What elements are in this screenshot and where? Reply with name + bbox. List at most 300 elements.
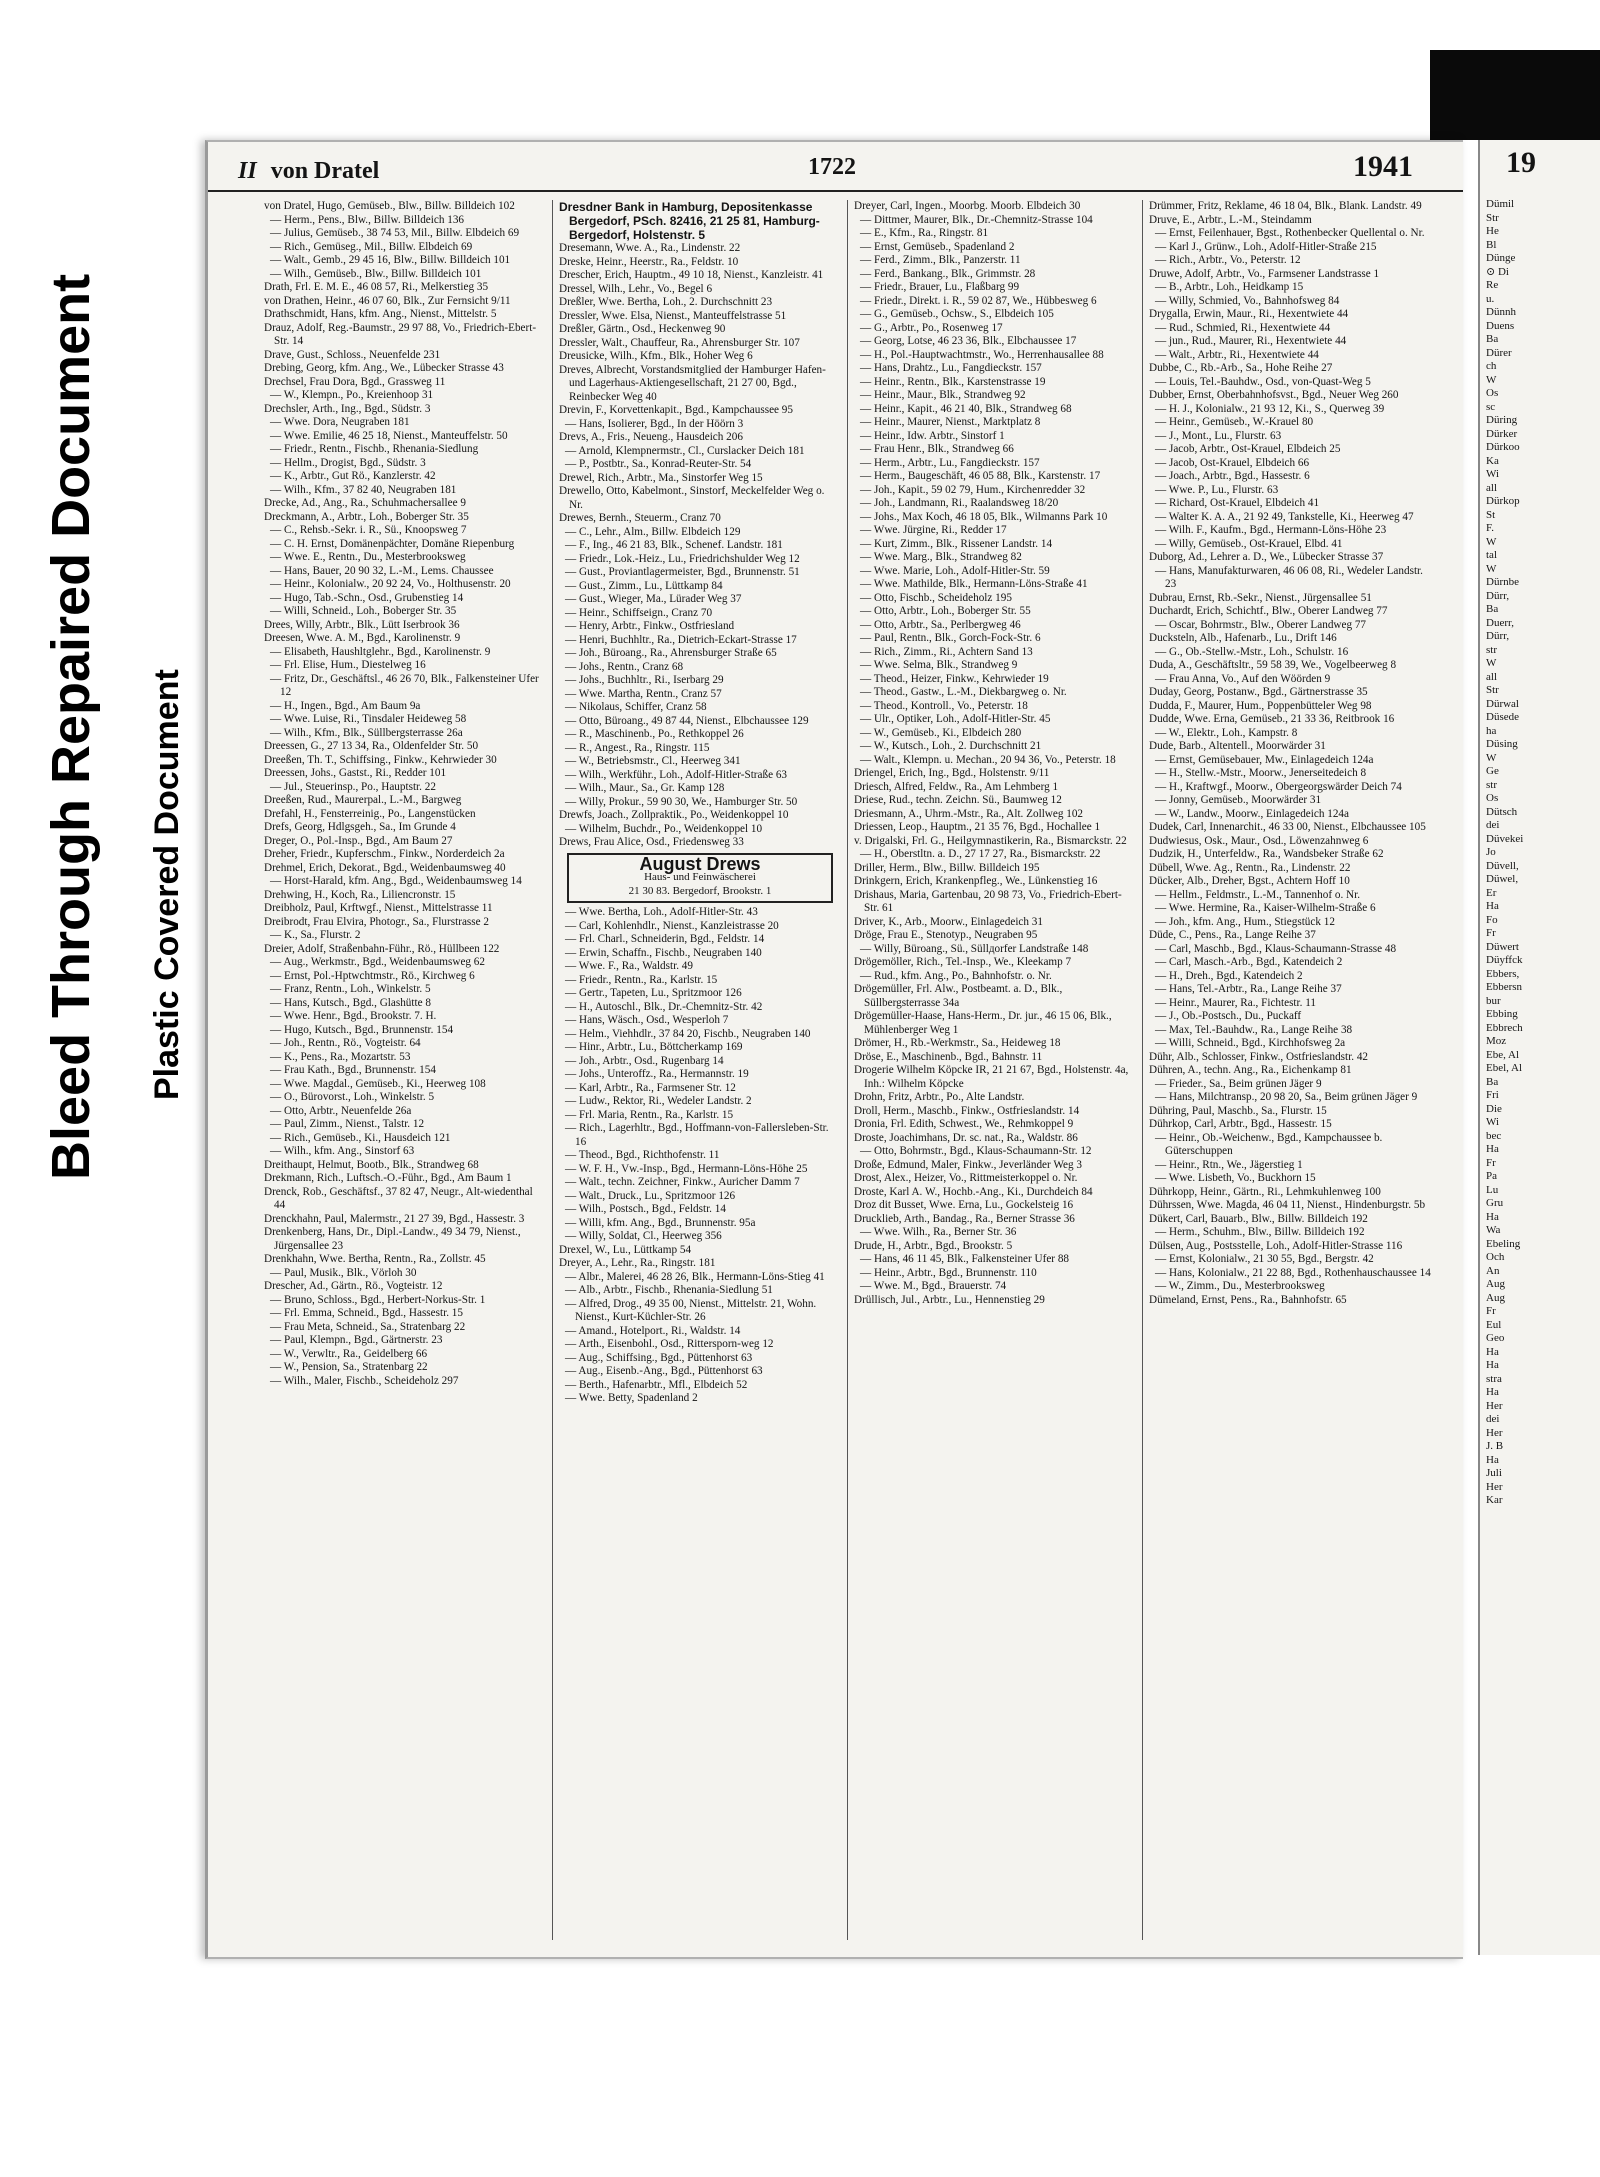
directory-entry: — Wwe. Bertha, Loh., Adolf-Hitler-Str. 43	[565, 906, 758, 918]
directory-entry: — Walt., Klempn. u. Mechan., 20 94 36, Vo., Peterstr. 18	[860, 753, 1116, 766]
next-page-line: Jo	[1486, 846, 1496, 858]
directory-entry: — Henry, Arbtr., Finkw., Ostfriesland	[565, 620, 735, 632]
directory-entry: — Hellm., Drogist, Bgd., Südstr. 3	[270, 456, 426, 469]
directory-entry: — Heinr., Idw. Arbtr., Sinstorf 1	[860, 429, 1005, 442]
directory-entry: — Arnold, Klempnermstr., Cl., Curslacker Deich 181	[565, 444, 805, 457]
directory-entry: — Otto, Arbtr., Neuenfelde 26a	[270, 1104, 412, 1117]
directory-entry: — Hugo, Tab.-Schn., Osd., Grubenstieg 14	[270, 591, 464, 604]
directory-entry: Dümeland, Ernst, Pens., Ra., Bahnhofstr. 65	[1149, 1293, 1347, 1306]
directory-entry: Drenckhahn, Paul, Malermstr., 21 27 39, Bgd., Hassestr. 3	[264, 1212, 525, 1225]
directory-entry: — Karl J., Grünw., Loh., Adolf-Hitler-Straße 215	[1155, 240, 1377, 253]
directory-entry: Driesmann, A., Uhrm.-Mstr., Ra., Alt. Zollweg 102	[854, 807, 1084, 820]
next-page-line: Gru	[1486, 1197, 1504, 1209]
directory-entry: — Frl. Maria, Rentn., Ra., Karlstr. 15	[565, 1108, 734, 1121]
directory-entry: — Wilh. F., Kaufm., Bgd., Hermann-Löns-Höhe 23	[1155, 524, 1387, 536]
directory-entry: — J., Ob.-Postsch., Du., Puckaff	[1155, 1010, 1302, 1022]
directory-entry: — Frl. Elise, Hum., Diestelweg 16	[270, 659, 426, 671]
directory-entry: — Theod., Heizer, Finkw., Kehrwieder 19	[860, 672, 1049, 685]
next-page-line: Her	[1486, 1399, 1503, 1412]
directory-entry: Dühren, A., techn. Ang., Ra., Eichenkamp 81	[1149, 1064, 1352, 1076]
directory-entry: Dreßler, Gärtn., Osd., Heckenweg 90	[559, 323, 726, 335]
directory-entry: Dudda, F., Maurer, Hum., Poppenbütteler Weg 98	[1149, 699, 1372, 712]
directory-entry: — W., Elektr., Loh., Kampstr. 8	[1155, 726, 1298, 739]
next-page-line: Er	[1486, 886, 1497, 899]
directory-entry: — Albr., Malerei, 46 28 26, Blk., Hermann-Löns-Stieg 41	[565, 1270, 825, 1283]
directory-entry: — Friedr., Lok.-Heiz., Lu., Friedrichshulder Weg 12	[565, 552, 800, 565]
directory-entry: — Aug., Eisenb.-Ang., Bgd., Püttenhorst 63	[565, 1365, 763, 1377]
directory-entry: Drohn, Fritz, Arbtr., Po., Alte Landstr.	[854, 1091, 1025, 1103]
directory-entry: Dubber, Ernst, Oberbahnhofsvst., Bgd., Neuer Weg 260	[1149, 389, 1399, 401]
column-1	[258, 200, 553, 1940]
directory-entry: — Wwe. Selma, Blk., Strandweg 9	[860, 659, 1018, 671]
next-page-line: F.	[1486, 522, 1494, 534]
directory-entry: — Jacob, Arbtr., Ost-Krauel, Elbdeich 25	[1155, 443, 1341, 455]
next-page-line: bec	[1486, 1129, 1502, 1142]
next-page-line: W	[1486, 373, 1497, 386]
directory-entry: — Hinr., Arbtr., Lu., Böttcherkamp 169	[565, 1041, 743, 1053]
next-page-line: Pa	[1486, 1170, 1497, 1182]
directory-entry: Drygalla, Erwin, Maur., Ri., Hexentwiete 44	[1149, 308, 1349, 320]
directory-entry: Drescher, Erich, Hauptm., 49 10 18, Nienst., Kanzleistr. 41	[559, 269, 824, 281]
directory-entry: Drathschmidt, Hans, kfm. Ang., Nienst., Mittelstr. 5	[264, 308, 497, 320]
directory-entry: — Ferd., Bankang., Blk., Grimmstr. 28	[860, 267, 1036, 280]
directory-entry: — W., Betriebsmstr., Cl., Heerweg 341	[565, 755, 741, 767]
directory-entry: Drümmer, Fritz, Reklame, 46 18 04, Blk., Blank. Landstr. 49	[1149, 200, 1422, 212]
next-page-line: Ha	[1486, 1453, 1499, 1466]
header-range-text: von Dratel	[270, 158, 380, 184]
next-page-line: Dürkoo	[1486, 441, 1520, 453]
directory-entry: — Walter K. A. A., 21 92 49, Tankstelle, Ki., Heerweg 47	[1155, 510, 1414, 523]
directory-entry: — Rich., Zimm., Ri., Achtern Sand 13	[860, 645, 1033, 658]
directory-entry: Drees, Willy, Arbtr., Blk., Lütt Iserbrook 36	[264, 618, 460, 631]
next-page-line: Ba	[1486, 603, 1499, 615]
directory-entry: Dührkop, Carl, Arbtr., Bgd., Hassestr. 15	[1149, 1118, 1332, 1130]
directory-entry: von Drathen, Heinr., 46 07 60, Blk., Zur Fernsicht 9/11	[264, 294, 511, 307]
directory-entry: Duborg, Ad., Lehrer a. D., We., Lübecker Strasse 37	[1149, 551, 1384, 563]
next-page-line: J. B	[1486, 1440, 1504, 1452]
directory-entry: — Wilh., Werkführ., Loh., Adolf-Hitler-Straße 63	[565, 768, 788, 781]
next-page-line: Ha	[1486, 900, 1499, 912]
directory-entry: — Jul., Steuerinsp., Po., Hauptstr. 22	[270, 780, 436, 793]
directory-entry: — W., Pension, Sa., Stratenbarg 22	[270, 1361, 428, 1373]
directory-entry: Drenck, Rob., Geschäftsf., 37 82 47, Neugr., Alt-wiedenthal 44	[264, 1185, 533, 1211]
directory-entry: — Elisabeth, Haushltglehr., Bgd., Karolinenstr. 9	[270, 645, 491, 658]
directory-entry: — Frieder., Sa., Beim grünen Jäger 9	[1155, 1077, 1322, 1090]
directory-entry: Drave, Gust., Schloss., Neuenfelde 231	[264, 348, 441, 361]
directory-entry: — Erwin, Schaffn., Fischb., Neugraben 140	[565, 946, 762, 959]
directory-entry: — Wilhelm, Buchdr., Po., Weidenkoppel 10	[565, 822, 763, 835]
directory-entry: — Frau Meta, Schneid., Sa., Stratenbarg 22	[270, 1320, 466, 1333]
directory-entry: — Walt., Gemb., 29 45 16, Blw., Billw. Billdeich 101	[270, 254, 511, 266]
next-page-line: tal	[1486, 549, 1497, 561]
directory-entry: — H., Kraftwgf., Moorw., Obergeorgswärder Deich 74	[1155, 780, 1402, 793]
directory-entry: — Julius, Gemüseb., 38 74 53, Mil., Billw. Elbdeich 69	[270, 227, 520, 239]
next-page-line: Wa	[1486, 1224, 1501, 1236]
directory-entry: Droße, Edmund, Maler, Finkw., Jeverländer Weg 3	[854, 1158, 1082, 1171]
directory-entry: — Hans, Kolonialw., 21 22 88, Bgd., Rothenhauschaussee 14	[1155, 1266, 1431, 1279]
directory-entry: — Arth., Eisenbohl., Osd., Rittersporn-weg 12	[565, 1338, 774, 1350]
directory-entry: Dreusicke, Wilh., Kfm., Blk., Hoher Weg 6	[559, 350, 753, 362]
directory-entry: Drehwing, H., Koch, Ra., Liliencronstr. 15	[264, 888, 456, 901]
directory-entry: — H., Dreh., Bgd., Katendeich 2	[1155, 969, 1303, 982]
directory-entry: — Hugo, Kutsch., Bgd., Brunnenstr. 154	[270, 1023, 454, 1036]
directory-entry: — Joh., Landmann, Ri., Raalandsweg 18/20	[860, 497, 1059, 509]
directory-entry: — Walt., Druck., Lu., Spritzmoor 126	[565, 1189, 736, 1202]
directory-entry: — Joh., Rentn., Rö., Vogteistr. 64	[270, 1037, 421, 1049]
directory-entry: Drevs, A., Fris., Neueng., Hausdeich 206	[559, 431, 743, 443]
directory-entry: Duchardt, Erich, Schichtf., Blw., Oberer Landweg 77	[1149, 605, 1388, 617]
directory-entry: — Theod., Gastw., L.-M., Diekbargweg o. Nr.	[860, 686, 1067, 698]
next-page-line: W	[1486, 751, 1497, 764]
directory-entry: Dreßler, Wwe. Bertha, Loh., 2. Durchschnitt 23	[559, 296, 773, 308]
directory-entry: — J., Mont., Lu., Flurstr. 63	[1155, 429, 1282, 442]
header-year: 1941	[1353, 150, 1413, 183]
directory-entry: Dubrau, Ernst, Rb.-Sekr., Nienst., Jürgensallee 51	[1149, 591, 1372, 604]
directory-entry: Drude, H., Arbtr., Bgd., Brookstr. 5	[854, 1239, 1013, 1252]
directory-entry: — Otto, Arbtr., Loh., Boberger Str. 55	[860, 605, 1031, 617]
next-page-line: Wi	[1486, 468, 1499, 480]
next-page-line: Fr	[1486, 1156, 1496, 1169]
directory-entry: — Rich., Lagerhltr., Bgd., Hoffmann-von-Fallersleben-Str. 16	[565, 1122, 829, 1148]
directory-entry: — Wwe. Henr., Bgd., Brookstr. 7. H.	[270, 1010, 437, 1022]
directory-entry: — Franz, Rentn., Loh., Winkelstr. 5	[270, 983, 431, 995]
next-page-line: Dürwal	[1486, 697, 1519, 710]
directory-entry: Dubbe, C., Rb.-Arb., Sa., Hohe Reihe 27	[1149, 362, 1333, 374]
directory-entry: — Frl. Charl., Schneiderin, Bgd., Feldstr. 14	[565, 933, 765, 945]
directory-entry: — Heinr., Gemüseb., W.-Krauel 80	[1155, 416, 1314, 428]
directory-entry: — Wwe. F., Ra., Waldstr. 49	[565, 960, 693, 972]
directory-entry: — Wwe. Emilie, 46 25 18, Nienst., Manteuffelstr. 50	[270, 429, 508, 442]
next-page-line: Ba	[1486, 1075, 1499, 1088]
directory-entry: Dresemann, Wwe. A., Ra., Lindenstr. 22	[559, 242, 741, 254]
directory-entry: Dudde, Wwe. Erna, Gemüseb., 21 33 36, Reitbrook 16	[1149, 713, 1395, 725]
directory-entry: — Joach., Arbtr., Bgd., Hassestr. 6	[1155, 470, 1310, 482]
next-page-line: W	[1486, 535, 1497, 548]
directory-entry: — Wilh., Gemüseb., Blw., Billw. Billdeich 101	[270, 267, 482, 280]
next-page-line: Her	[1486, 1426, 1503, 1439]
directory-entry: Drexel, W., Lu., Lüttkamp 54	[559, 1243, 692, 1256]
directory-entry: — Heinr., Arbtr., Bgd., Brunnenstr. 110	[860, 1266, 1037, 1279]
directory-entry: — Karl, Arbtr., Ra., Farmsener Str. 12	[565, 1081, 736, 1094]
next-page-line: Aug	[1486, 1278, 1505, 1290]
directory-entry: Droll, Herm., Maschb., Finkw., Ostfrieslandstr. 14	[854, 1104, 1080, 1117]
next-page-line: Ebbersn	[1486, 981, 1523, 993]
directory-entry: Driessen, Leop., Hauptm., 21 35 76, Bgd., Hochallee 1	[854, 821, 1101, 833]
directory-entry: Driller, Herm., Blw., Billw. Billdeich 195	[854, 861, 1040, 874]
next-page-line: Ka	[1486, 454, 1499, 467]
directory-entry: — Hans, Kutsch., Bgd., Glashütte 8	[270, 996, 431, 1009]
next-page-line: Ebbrech	[1486, 1021, 1523, 1034]
next-page-line: Ba	[1486, 333, 1499, 345]
next-page-line: W	[1486, 657, 1497, 669]
directory-entry: — Herm., Pens., Blw., Billw. Billdeich 136	[270, 213, 465, 226]
next-page-line: Ha	[1486, 1386, 1499, 1398]
directory-entry: — Georg, Lotse, 46 23 36, Blk., Elbchaussee 17	[860, 335, 1077, 347]
next-page-line: Juli	[1486, 1467, 1502, 1479]
directory-entry: Dreeßen, Th. T., Schiffsing., Finkw., Kehrwieder 30	[264, 753, 497, 766]
directory-entry: Drehmel, Erich, Dekorat., Bgd., Weidenbaumsweg 40	[264, 861, 506, 874]
directory-entry: — K., Arbtr., Gut Rö., Kanzlerstr. 42	[270, 470, 436, 482]
directory-entry: — K., Sa., Flurstr. 2	[270, 929, 361, 941]
directory-entry: — Heinr., Maurer, Ra., Fichtestr. 11	[1155, 996, 1317, 1009]
directory-entry: Dreithaupt, Helmut, Bootb., Blk., Strandweg 68	[264, 1158, 479, 1171]
column-2	[553, 200, 848, 1940]
directory-entry: — Rud., Schmied, Ri., Hexentwiete 44	[1155, 321, 1331, 334]
directory-entry: — Willy, Gemüseb., Ost-Krauel, Elbd. 41	[1155, 537, 1343, 550]
page-header	[208, 142, 1463, 192]
directory-entry: — Hellm., Feldmstr., L.-M., Tannenhof o. Nr.	[1155, 888, 1361, 901]
next-page-line: ch	[1486, 360, 1497, 372]
plastic-covered-stamp: Plastic Covered Document	[148, 669, 186, 1100]
directory-entry: Dreyer, A., Lehr., Ra., Ringstr. 181	[559, 1257, 716, 1269]
directory-entry: Droste, Karl A. W., Hochb.-Ang., Ki., Durchdeich 84	[854, 1185, 1093, 1198]
directory-entry: Dudzik, H., Unterfeldw., Ra., Wandsbeker Straße 62	[1149, 848, 1384, 860]
directory-entry: Drüllisch, Jul., Arbtr., Lu., Hennenstieg 29	[854, 1293, 1045, 1306]
directory-entry: — Johs., Max Koch, 46 18 05, Blk., Wilmanns Park 10	[860, 510, 1108, 523]
next-page-line: Dürr,	[1486, 630, 1510, 642]
directory-entry: — Ernst, Pol.-Hptwchtmstr., Rö., Kirchweg 6	[270, 969, 475, 982]
black-corner-tab	[1430, 50, 1600, 140]
directory-entry: — Bruno, Schloss., Bgd., Herbert-Norkus-Str. 1	[270, 1293, 486, 1306]
directory-entry: — Helm., Viehhdlr., 37 84 20, Fischb., Neugraben 140	[565, 1027, 811, 1040]
directory-entry: — Paul, Musik., Blk., Vörloh 30	[270, 1266, 417, 1279]
directory-entry: — Joh., Kapit., 59 02 79, Hum., Kirchenredder 32	[860, 483, 1086, 496]
directory-entry: — Willy, Prokur., 59 90 30, We., Hamburger Str. 50	[565, 795, 798, 808]
directory-entry: Dressler, Walt., Chauffeur, Ra., Ahrensburger Str. 107	[559, 336, 800, 349]
directory-entry: — Joh., Büroang., Ra., Ahrensburger Straße 65	[565, 647, 777, 659]
directory-entry: — Alfred, Drog., 49 35 00, Nienst., Mittelstr. 21, Wohn. Nienst., Kurt-Küchler-Str. 26	[565, 1297, 817, 1323]
directory-entry: — Herm., Arbtr., Lu., Fangdieckstr. 157	[860, 456, 1040, 469]
directory-entry: — Friedr., Direkt. i. R., 59 02 87, We., Hübbesweg 6	[860, 294, 1097, 307]
directory-entry: — Carl, Kohlenhdlr., Nienst., Kanzleistrasse 20	[565, 919, 779, 932]
next-page-line: Dürkop	[1486, 495, 1520, 507]
directory-entry: — G., Gemüseb., Ochsw., S., Elbdeich 105	[860, 308, 1054, 320]
next-page-line: all	[1486, 481, 1497, 494]
next-page-line: Düyffck	[1486, 954, 1523, 966]
directory-entry: — C., Rehsb.-Sekr. i. R., Sü., Knoopsweg 7	[270, 524, 467, 536]
next-page-line: Wi	[1486, 1116, 1499, 1128]
next-page-line: ⊙ Di	[1486, 265, 1509, 278]
next-page-line: Ge	[1486, 765, 1499, 777]
directory-entry: — Ernst, Gemüsebauer, Mw., Einlagedeich 124a	[1155, 753, 1374, 766]
directory-entry: Drefahl, H., Fensterreinig., Po., Langenstücken	[264, 807, 476, 820]
directory-entry: — Walt., Arbtr., Ri., Hexentwiete 44	[1155, 348, 1319, 361]
directory-entry: Dresdner Bank in Hamburg, Depositenkasse Bergedorf, PSch. 82416, 21 25 81, Hamburg-Bergedorf, Holstenstr. 5	[559, 200, 820, 242]
directory-entry: Dressel, Wilh., Lehr., Vo., Begel 6	[559, 282, 713, 295]
directory-entry: — Heinr., Kapit., 46 21 40, Blk., Strandweg 68	[860, 402, 1072, 415]
directory-entry: Drögemöller, Rich., Tel.-Insp., We., Kleekamp 7	[854, 956, 1072, 968]
next-page-fragments	[1486, 198, 1523, 1508]
header-range	[238, 158, 379, 185]
directory-entry: — Friedr., Brauer, Lu., Flaßbarg 99	[860, 281, 1020, 293]
directory-entry: — Herm., Schuhm., Blw., Billw. Billdeich 192	[1155, 1226, 1365, 1238]
directory-entry: Drenkenberg, Hans, Dr., Dipl.-Landw., 49 34 79, Nienst., Jürgensallee 23	[264, 1226, 521, 1252]
directory-entry: — Carl, Maschb., Bgd., Klaus-Schaumann-Strasse 48	[1155, 942, 1397, 955]
next-page-line: Re	[1486, 279, 1499, 291]
directory-entry: — Friedr., Rentn., Ra., Karlstr. 15	[565, 973, 718, 986]
next-page-line: Eul	[1486, 1318, 1502, 1331]
directory-entry: — Theod., Bgd., Richthofenstr. 11	[565, 1149, 720, 1161]
next-page-line: Fr	[1486, 1305, 1496, 1317]
directory-entry: — Willi, Schneid., Bgd., Kirchhofsweg 2a	[1155, 1037, 1346, 1049]
next-page-line: Geo	[1486, 1332, 1505, 1344]
next-page-line: Düvekei	[1486, 832, 1524, 845]
directory-entry: — W., Zimm., Du., Mesterbrooksweg	[1155, 1280, 1325, 1292]
directory-entry: — Max, Tel.-Bauhdw., Ra., Lange Reihe 38	[1155, 1023, 1353, 1036]
directory-entry: Dronia, Frl. Edith, Schwest., We., Rehmkoppel 9	[854, 1118, 1074, 1130]
next-page-line: Düsing	[1486, 738, 1518, 750]
directory-entry: — Wwe. Wilh., Ra., Berner Str. 36	[860, 1226, 1017, 1238]
directory-entry: — Horst-Harald, kfm. Ang., Bgd., Weidenbaumsweg 14	[270, 875, 522, 887]
directory-entry: Drechsel, Frau Dora, Bgd., Grassweg 11	[264, 375, 446, 388]
directory-entry: Druve, E., Arbtr., L.-M., Steindamm	[1149, 213, 1312, 226]
directory-entry: — Henri, Buchhltr., Ra., Dietrich-Eckart-Strasse 17	[565, 633, 797, 646]
next-page-line: u.	[1486, 292, 1495, 305]
next-page-line: Dünnh	[1486, 306, 1516, 318]
directory-entry: Dudek, Carl, Innenarchit., 46 33 00, Nienst., Elbchaussee 105	[1149, 821, 1426, 833]
directory-entry: — Paul, Rentn., Blk., Gorch-Fock-Str. 6	[860, 632, 1041, 644]
directory-entry: — Wilh., Kfm., 37 82 40, Neugraben 181	[270, 483, 457, 496]
next-page-line: Kar	[1486, 1494, 1503, 1506]
next-page-line: Dütsch	[1486, 805, 1518, 818]
directory-entry: Dreessen, Johs., Gastst., Ri., Redder 101	[264, 767, 447, 779]
directory-entry: Drauz, Adolf, Reg.-Baumstr., 29 97 88, Vo., Friedrich-Ebert-Str. 14	[264, 321, 537, 347]
next-page-line: Dümil	[1486, 198, 1515, 210]
next-page-line: Duerr,	[1486, 616, 1514, 629]
directory-entry: Dührkopp, Heinr., Gärtn., Ri., Lehmkuhlenweg 100	[1149, 1185, 1381, 1198]
directory-entry: Drögemüller-Haase, Hans-Herm., Dr. jur., 46 15 06, Blk., Mühlenberger Weg 1	[854, 1010, 1112, 1036]
directory-entry: — Willy, Soldat, Cl., Heerweg 356	[565, 1230, 722, 1242]
directory-entry: — Otto, Büroang., 49 87 44, Nienst., Elbchaussee 129	[565, 714, 809, 727]
next-page-edge	[1478, 140, 1600, 1955]
directory-entry: — C. H. Ernst, Domänenpächter, Domäne Riepenburg	[270, 537, 515, 550]
next-page-line: Ebbers,	[1486, 967, 1520, 980]
next-page-line: dei	[1486, 1413, 1500, 1425]
directory-entry: — Oscar, Bohrmstr., Blw., Oberer Landweg 77	[1155, 618, 1367, 631]
directory-entry: Dudwiesus, Osk., Maur., Osd., Löwenzahnweg 6	[1149, 834, 1369, 847]
next-page-line: Düwert	[1486, 940, 1519, 953]
directory-entry: — Herm., Baugeschäft, 46 05 88, Blk., Karstenstr. 17	[860, 470, 1101, 482]
directory-entry: — W., Verwltr., Ra., Geidelberg 66	[270, 1347, 428, 1360]
next-page-line: Ebel, Al	[1486, 1062, 1523, 1074]
next-page-line: Dürnbe	[1486, 576, 1519, 588]
ad-phone: 21 30 83. Bergedorf, Brookstr. 1	[628, 884, 772, 897]
directory-entry: Drewello, Otto, Kabelmont., Sinstorf, Meckelfelder Weg o. Nr.	[559, 485, 825, 511]
next-page-line: stra	[1486, 1372, 1502, 1385]
directory-entry: — H., Pol.-Hauptwachtmstr., Wo., Herrenhausallee 88	[860, 348, 1104, 361]
directory-entry: — Ludw., Rektor, Ri., Wedeler Landstr. 2	[565, 1095, 752, 1107]
directory-entry: Drews, Frau Alice, Osd., Friedensweg 33	[559, 836, 744, 848]
directory-entry: — Otto, Fischb., Scheideholz 195	[860, 591, 1012, 604]
next-page-line: Str	[1486, 684, 1499, 696]
directory-entry: Drögemüller, Frl. Alw., Postbeamt. a. D., Blk., Süllbergsterrasse 34a	[854, 983, 1063, 1009]
directory-entry: Dröse, E., Maschinenb., Bgd., Bahnstr. 11	[854, 1050, 1043, 1063]
directory-entry: Düde, C., Pens., Ra., Lange Reihe 37	[1149, 929, 1316, 941]
next-page-line: Fri	[1486, 1089, 1499, 1101]
next-page-line: str	[1486, 778, 1497, 791]
directory-entry: — Richard, Ost-Krauel, Elbdeich 41	[1155, 497, 1320, 509]
directory-entry: — Wwe. Mathilde, Blk., Hermann-Löns-Straße 41	[860, 578, 1088, 590]
directory-entry: Dreibholz, Paul, Krftwgf., Nienst., Mittelstrasse 11	[264, 902, 493, 914]
directory-entry: Dressler, Wwe. Elsa, Nienst., Manteuffelstrasse 51	[559, 309, 787, 322]
next-page-line: Duens	[1486, 319, 1515, 332]
directory-entry: — Johs., Rentn., Cranz 68	[565, 660, 684, 673]
directory-entry: — W., Landw., Moorw., Einlagedeich 124a	[1155, 807, 1349, 820]
directory-page	[205, 140, 1463, 1959]
directory-entry: Drechsler, Arth., Ing., Bgd., Südstr. 3	[264, 402, 431, 415]
directory-entry: Driengel, Erich, Ing., Bgd., Holstenstr. 9/11	[854, 767, 1050, 779]
directory-entry: Driese, Rud., techn. Zeichn. Sü., Baumweg 12	[854, 794, 1062, 806]
directory-entry: — Frau Henr., Blk., Strandweg 66	[860, 443, 1014, 455]
directory-entry: — Hans, 46 11 45, Blk., Falkensteiner Ufer 88	[860, 1253, 1070, 1265]
next-page-line: Düvell,	[1486, 859, 1519, 872]
directory-entry: Ducksteln, Alb., Hafenarb., Lu., Drift 146	[1149, 632, 1337, 644]
directory-entry: Drucklieb, Arth., Bandag., Ra., Berner Strasse 36	[854, 1212, 1075, 1225]
directory-entry: — Theod., Kontroll., Vo., Peterstr. 18	[860, 699, 1028, 712]
next-page-line: Ebeling	[1486, 1237, 1521, 1250]
directory-entry: — Heinr., Rtn., We., Jägerstieg 1	[1155, 1158, 1303, 1171]
next-page-line: sc	[1486, 400, 1496, 413]
directory-entry: — Nikolaus, Schiffer, Cranz 58	[565, 701, 707, 713]
directory-entry: Dreessen, G., 27 13 34, Ra., Oldenfelder Str. 50	[264, 740, 479, 752]
directory-entry: — Wwe. Marie, Loh., Adolf-Hitler-Str. 59	[860, 564, 1050, 577]
next-page-line: Moz	[1486, 1035, 1507, 1047]
next-page-line: Aug	[1486, 1291, 1505, 1304]
directory-entry: — Willi, kfm. Ang., Bgd., Brunnenstr. 95a	[565, 1216, 756, 1229]
directory-entry: Dreyer, Carl, Ingen., Moorbg. Moorb. Elbdeich 30	[854, 200, 1081, 212]
directory-entry: — Heinr., Kolonialw., 20 92 24, Vo., Holthusenstr. 20	[270, 578, 511, 590]
directory-entry: — Wwe. Luise, Ri., Tinsdaler Heideweg 58	[270, 713, 467, 725]
directory-entry: — Aug., Schiffsing., Bgd., Püttenhorst 63	[565, 1351, 753, 1364]
directory-entry: Drost, Alex., Heizer, Vo., Rittmeisterkoppel o. Nr.	[854, 1172, 1078, 1184]
directory-entry: — Dittmer, Maurer, Blk., Dr.-Chemnitz-Strasse 104	[860, 213, 1093, 226]
directory-entry: — Willy, Büroang., Sü., Süllдorfer Landstraße 148	[860, 942, 1089, 955]
directory-entry: — Ferd., Zimm., Blk., Panzerstr. 11	[860, 254, 1021, 266]
directory-entry: Dühring, Paul, Maschb., Sa., Flurstr. 15	[1149, 1104, 1327, 1117]
directory-entry: — Wilh., Kfm., Blk., Süllbergsterrasse 26a	[270, 726, 463, 739]
directory-entry: Drefs, Georg, Hdlgsgeh., Sa., Im Grunde 4	[264, 821, 456, 833]
advertisement-box	[567, 853, 833, 904]
directory-entry: — H., Autoschl., Blk., Dr.-Chemnitz-Str. 42	[565, 1000, 763, 1013]
directory-entry: Driver, K., Arb., Moorw., Einlagedeich 31	[854, 915, 1043, 928]
directory-entry: — Louis, Tel.-Bauhdw., Osd., von-Quast-Weg 5	[1155, 375, 1371, 388]
directory-entry: — Gertr., Tapeten, Lu., Spritzmoor 126	[565, 987, 742, 999]
directory-entry: — Gust., Proviantlagermeister, Bgd., Brunnenstr. 51	[565, 566, 800, 578]
directory-entry: — Wwe. Magdal., Gemüseb., Ki., Heerweg 108	[270, 1077, 486, 1090]
directory-entry: — Wilh., Maler, Fischb., Scheideholz 297	[270, 1374, 459, 1387]
directory-entry: — Paul, Klempn., Bgd., Gärtnerstr. 23	[270, 1334, 443, 1346]
next-page-line: Her	[1486, 1480, 1503, 1493]
directory-entry: — Carl, Masch.-Arb., Bgd., Katendeich 2	[1155, 956, 1343, 968]
directory-entry: Dröge, Frau E., Stenotyp., Neugraben 95	[854, 929, 1038, 941]
directory-entry: — Ernst, Kolonialw., 21 30 55, Bgd., Bergstr. 42	[1155, 1253, 1374, 1265]
directory-entry: Dreesen, Wwe. A. M., Bgd., Karolinenstr. 9	[264, 632, 461, 644]
next-page-line: bur	[1486, 994, 1501, 1007]
directory-entry: Drath, Frl. E. M. E., 46 08 57, Ri., Melkerstieg 35	[264, 281, 489, 293]
directory-entry: Druwe, Adolf, Arbtr., Vo., Farmsener Landstrasse 1	[1149, 267, 1380, 280]
directory-entry: — Heinr., Maurer, Nienst., Marktplatz 8	[860, 416, 1041, 428]
directory-entry: — Willy, Schmied, Vo., Bahnhofsweg 84	[1155, 294, 1340, 307]
directory-entry: Dülsen, Aug., Postsstelle, Loh., Adolf-Hitler-Strasse 116	[1149, 1239, 1403, 1252]
directory-entry: — Wwe. M., Bgd., Brauerstr. 74	[860, 1280, 1007, 1292]
directory-entry: — Alb., Arbtr., Fischb., Rhenania-Siedlung 51	[565, 1284, 773, 1296]
directory-entry: Dühr, Alb., Schlosser, Finkw., Ostfrieslandstr. 42	[1149, 1050, 1369, 1063]
directory-entry: Dreher, Friedr., Kupferschm., Finkw., Norderdeich 2a	[264, 848, 505, 860]
directory-entry: — Hans, Milchtransp., 20 98 20, Sa., Beim grünen Jäger 9	[1155, 1091, 1418, 1103]
directory-entry: — W. F. H., Vw.-Insp., Bgd., Hermann-Löns-Höhe 25	[565, 1162, 808, 1175]
directory-entry: — Johs., Buchhltr., Ri., Iserbarg 29	[565, 674, 724, 686]
next-page-line: all	[1486, 670, 1497, 683]
